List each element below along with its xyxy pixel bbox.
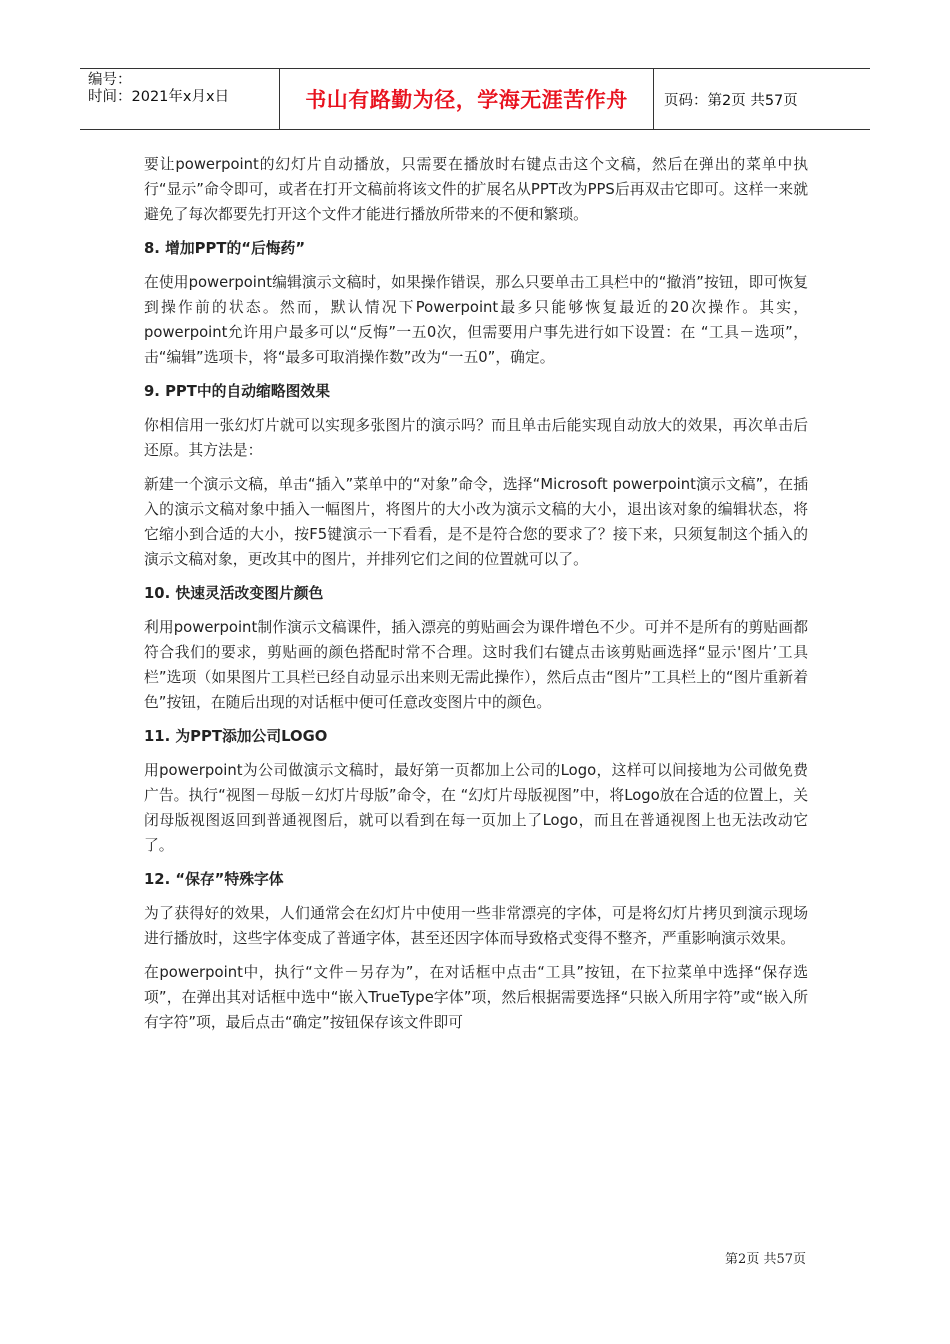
header-meta: [80, 69, 280, 129]
code-label: 编号：: [88, 72, 132, 88]
section-heading: 12. “保存”特殊字体: [144, 871, 284, 888]
paragraph: 你相信用一张幻灯片就可以实现多张图片的演示吗？而且单击后能实现自动放大的效果，再次单击后还原。其方法是：: [144, 417, 808, 459]
section-heading: 10. 快速灵活改变图片颜色: [144, 585, 324, 602]
document-body: [144, 152, 808, 1044]
time-label: 时间：2021年x月x日: [88, 89, 230, 105]
paragraph: 为了获得好的效果，人们通常会在幻灯片中使用一些非常漂亮的字体，可是将幻灯片拷贝到演示现场进行播放时，这些字体变成了普通字体，甚至还因字体而导致格式变得不整齐，严重影响演示效果。: [144, 905, 808, 947]
paragraph: 利用powerpoint制作演示文稿课件，插入漂亮的剪贴画会为课件增色不少。可并不是所有的剪贴画都符合我们的要求，剪贴画的颜色搭配时常不合理。这时我们右键点击该剪贴画选择“显示'图片’工具栏”选项（如果图片工具栏已经自动显示出来则无需此操作），然后点击“图片”工具栏上的“图片重新着色”按钮，在随后出现的对话框中便可任意改变图片中的颜色。: [144, 619, 808, 711]
section-heading: 11. 为PPT添加公司LOGO: [144, 728, 328, 745]
paragraph: 要让powerpoint的幻灯片自动播放，只需要在播放时右键点击这个文稿，然后在弹出的菜单中执行“显示”命令即可，或者在打开文稿前将该文件的扩展名从PPT改为PPS后再双击它即可。这样一来就避免了每次都要先打开这个文件才能进行播放所带来的不便和繁琐。: [144, 156, 808, 223]
header-page-code: 页码：第2页 共57页: [664, 92, 798, 109]
section-heading: 9. PPT中的自动缩略图效果: [144, 383, 331, 400]
page-footer: 第2页 共57页: [725, 1252, 806, 1267]
header-motto: 书山有路勤为径，学海无涯苦作舟: [280, 69, 654, 129]
paragraph: 用powerpoint为公司做演示文稿时，最好第一页都加上公司的Logo，这样可以间接地为公司做免费广告。执行“视图－母版－幻灯片母版”命令，在 “幻灯片母版视图”中，将Logo放在合适的位置上，关闭母版视图返回到普通视图后，就可以看到在每一页加上了Logo，而且在普通视图上也无法改动它了。: [144, 762, 808, 854]
paragraph: 新建一个演示文稿，单击“插入”菜单中的“对象”命令，选择“Microsoft powerpoint演示文稿”，在插入的演示文稿对象中插入一幅图片，将图片的大小改为演示文稿的大小，退出该对象的编辑状态，将它缩小到合适的大小，按F5键演示一下看看，是不是符合您的要求了？接下来，只须复制这个插入的演示文稿对象，更改其中的图片，并排列它们之间的位置就可以了。: [144, 476, 808, 568]
section-heading: 8. 增加PPT的“后悔药”: [144, 240, 306, 257]
page-header: [80, 68, 870, 130]
paragraph: 在使用powerpoint编辑演示文稿时，如果操作错误，那么只要单击工具栏中的“撤消”按钮，即可恢复到操作前的状态。然而，默认情况下Powerpoint最多只能够恢复最近的20次操作。其实，powerpoint允许用户最多可以“反悔”一五0次，但需要用户事先进行如下设置：在 “工具－选项”，击“编辑”选项卡，将“最多可取消操作数”改为“一五0”，确定。: [144, 274, 808, 366]
paragraph: 在powerpoint中，执行“文件－另存为”，在对话框中点击“工具”按钮，在下拉菜单中选择“保存选项”，在弹出其对话框中选中“嵌入TrueType字体”项，然后根据需要选择“只嵌入所用字符”或“嵌入所有字符”项，最后点击“确定”按钮保存该文件即可: [144, 964, 808, 1031]
